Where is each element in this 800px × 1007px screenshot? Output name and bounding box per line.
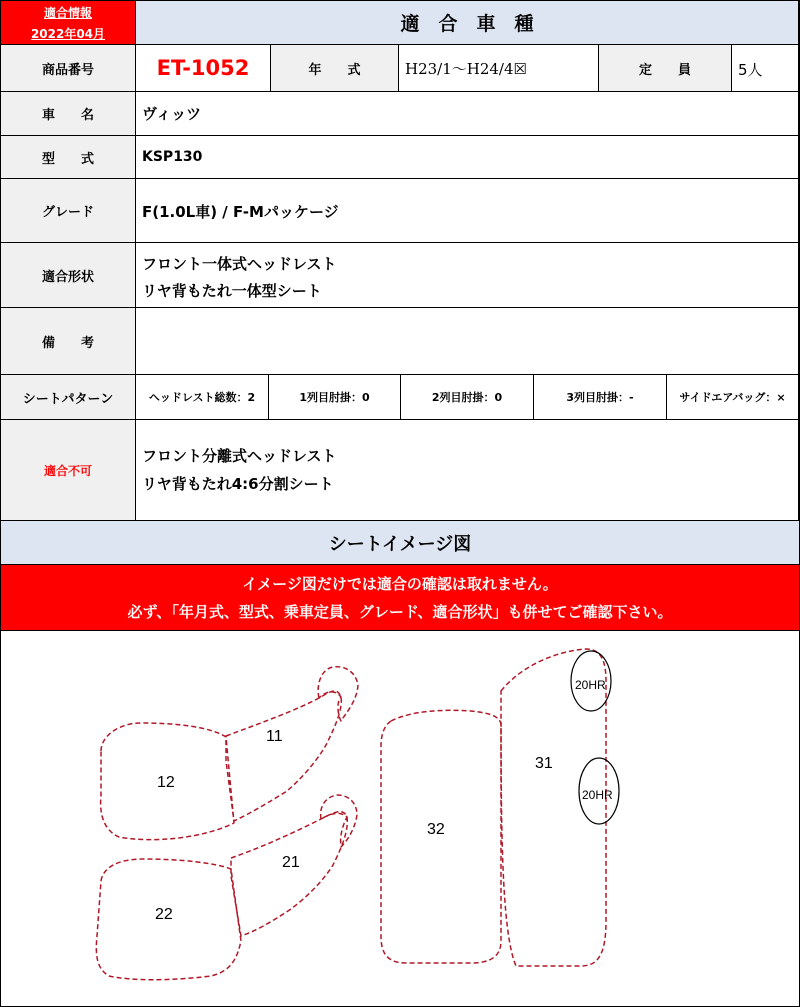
- notes-value: [136, 308, 799, 375]
- header-title-text: 適 合 車 種: [400, 13, 534, 35]
- fit-shape-line1: フロント一体式ヘッドレスト: [142, 255, 337, 273]
- capacity-label: 定 員: [599, 45, 732, 92]
- seat-11-back: [226, 691, 341, 821]
- side-airbag: サイドエアバッグ：×: [667, 375, 799, 420]
- not-fit-label-text: 適合不可: [43, 463, 92, 478]
- info-badge: [1, 1, 136, 45]
- seat-diagram: [1, 631, 799, 1006]
- not-fit-line1: フロント分離式ヘッドレスト: [142, 447, 337, 465]
- grade-text: F(1.0L車) / F-Mパッケージ: [142, 203, 339, 221]
- grade-label: グレード: [1, 179, 136, 243]
- fit-shape-label: 適合形状: [1, 243, 136, 308]
- capacity-value: 5人: [732, 45, 799, 92]
- seat-label-11: 11: [266, 728, 283, 745]
- not-fit-line2: リヤ背もたれ4:6分割シート: [142, 475, 334, 493]
- header-title: [136, 1, 799, 45]
- seat-11-headrest: [318, 667, 358, 721]
- notes-label: 備 考: [1, 308, 136, 375]
- car-name-value: ヴィッツ: [136, 92, 799, 136]
- product-code-label: 商品番号: [1, 45, 136, 92]
- fit-shape-value: [136, 243, 799, 308]
- row2-armrest: 2列目肘掛：0: [401, 375, 534, 420]
- year-value: H23/1〜H24/4☒: [399, 45, 599, 92]
- product-code-value: [136, 45, 271, 92]
- fit-shape-line2: リヤ背もたれ一体型シート: [142, 282, 322, 300]
- seat-21-back: [231, 812, 347, 936]
- seat-image-title: [1, 521, 799, 565]
- warning-line1: イメージ図だけでは適合の確認は取れません。: [242, 574, 558, 593]
- seat-31-back: [501, 649, 606, 966]
- headrest-label-bottom: 20HR: [582, 788, 613, 802]
- headrest-label-top: 20HR: [575, 678, 606, 692]
- seat-label-32: 32: [427, 821, 445, 838]
- seat-image-title-text: シートイメージ図: [328, 533, 472, 555]
- seat-pattern-label: シートパターン: [1, 375, 136, 420]
- year-label: 年 式: [271, 45, 399, 92]
- car-name-label: 車 名: [1, 92, 136, 136]
- seat-label-12: 12: [157, 774, 175, 791]
- info-badge-title: 適合情報: [43, 5, 92, 20]
- seat-label-22: 22: [155, 906, 173, 923]
- row3-armrest: 3列目肘掛：-: [534, 375, 667, 420]
- info-badge-date: 2022年04月: [30, 26, 106, 41]
- seat-label-31: 31: [535, 755, 553, 772]
- not-fit-label: [1, 420, 136, 521]
- seat-label-21: 21: [282, 854, 300, 871]
- grade-value: [136, 179, 799, 243]
- warning-line2: 必ず、「年月式、型式、乗車定員、グレード、適合形状」も併せてご確認下さい。: [127, 602, 673, 621]
- warning-banner: [1, 565, 799, 631]
- headrest-total: ヘッドレスト総数：2: [136, 375, 269, 420]
- product-code-text: ET-1052: [156, 56, 250, 80]
- model-value: KSP130: [136, 136, 799, 179]
- row1-armrest: 1列目肘掛：0: [269, 375, 401, 420]
- model-label: 型 式: [1, 136, 136, 179]
- not-fit-value: [136, 420, 799, 521]
- seat-21-headrest: [321, 795, 357, 847]
